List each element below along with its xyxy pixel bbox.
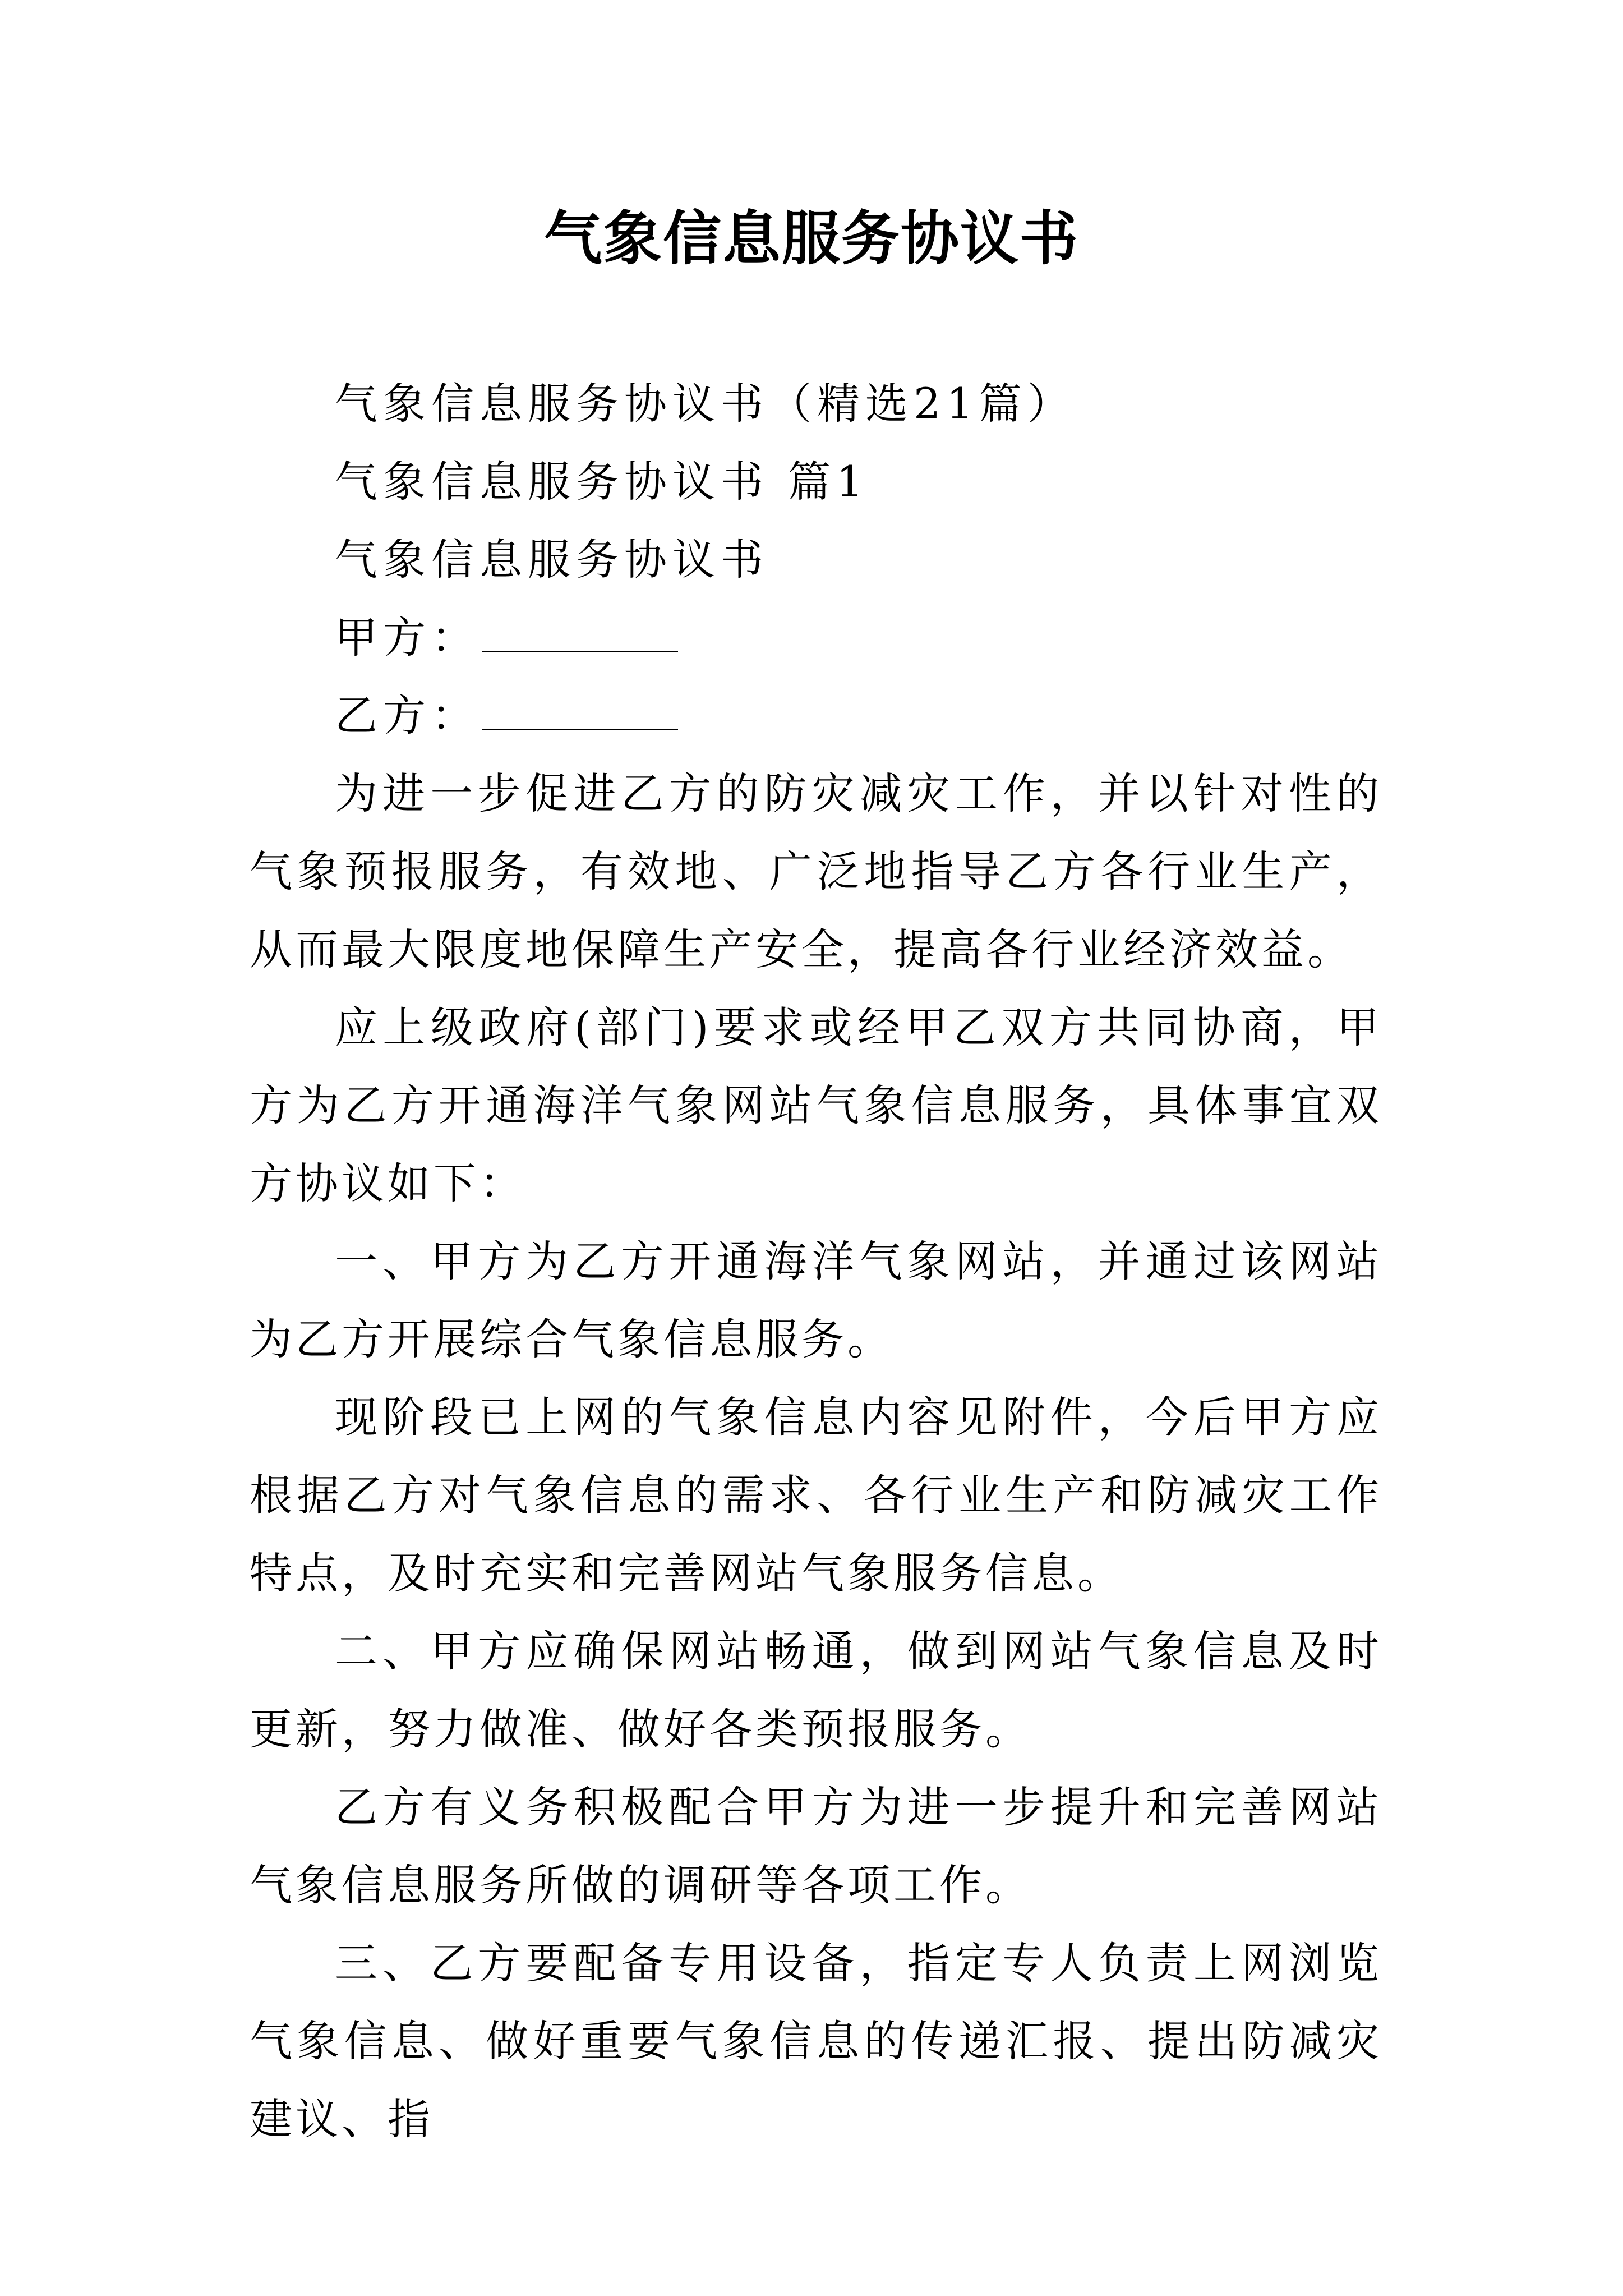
paragraph: 二、甲方应确保网站畅通，做到网站气象信息及时更新，努力做准、做好各类预报服务。 <box>250 1626 1382 1754</box>
article-heading: 气象信息服务协议书 篇1 <box>335 457 869 507</box>
party-a-label: 甲方： <box>335 613 479 662</box>
paragraph: 三、乙方要配备专用设备，指定专人负责上网浏览气象信息、做好重要气象信息的传递汇报、提出防减灾建议、指 <box>250 1938 1382 2144</box>
party-b-label: 乙方： <box>335 691 479 740</box>
subtitle-line: 气象信息服务协议书（精选21篇） <box>335 379 1076 429</box>
document-body <box>250 365 1382 2158</box>
doc-name-line: 气象信息服务协议书 <box>335 535 769 585</box>
paragraph: 乙方有义务积极配合甲方为进一步提升和完善网站气象信息服务所做的调研等各项工作。 <box>250 1782 1382 1910</box>
paragraph: 现阶段已上网的气象信息内容见附件，今后甲方应根据乙方对气象信息的需求、各行业生产和防减灾工作特点，及时充实和完善网站气象服务信息。 <box>250 1392 1382 1598</box>
party-a-line <box>250 599 1382 677</box>
paragraph: 为进一步促进乙方的防灾减灾工作，并以针对性的气象预报服务，有效地、广泛地指导乙方各行业生产，从而最大限度地保障生产安全，提高各行业经济效益。 <box>250 769 1382 974</box>
paragraph: 一、甲方为乙方开通海洋气象网站，并通过该网站为乙方开展综合气象信息服务。 <box>250 1236 1382 1364</box>
document-title: 气象信息服务协议书 <box>543 204 1079 273</box>
party-a-blank <box>482 601 678 652</box>
party-b-line <box>250 677 1382 754</box>
party-b-blank <box>482 679 678 730</box>
paragraph: 应上级政府(部门)要求或经甲乙双方共同协商，甲方为乙方开通海洋气象网站气象信息服务，具体事宜双方协议如下： <box>250 1002 1382 1208</box>
